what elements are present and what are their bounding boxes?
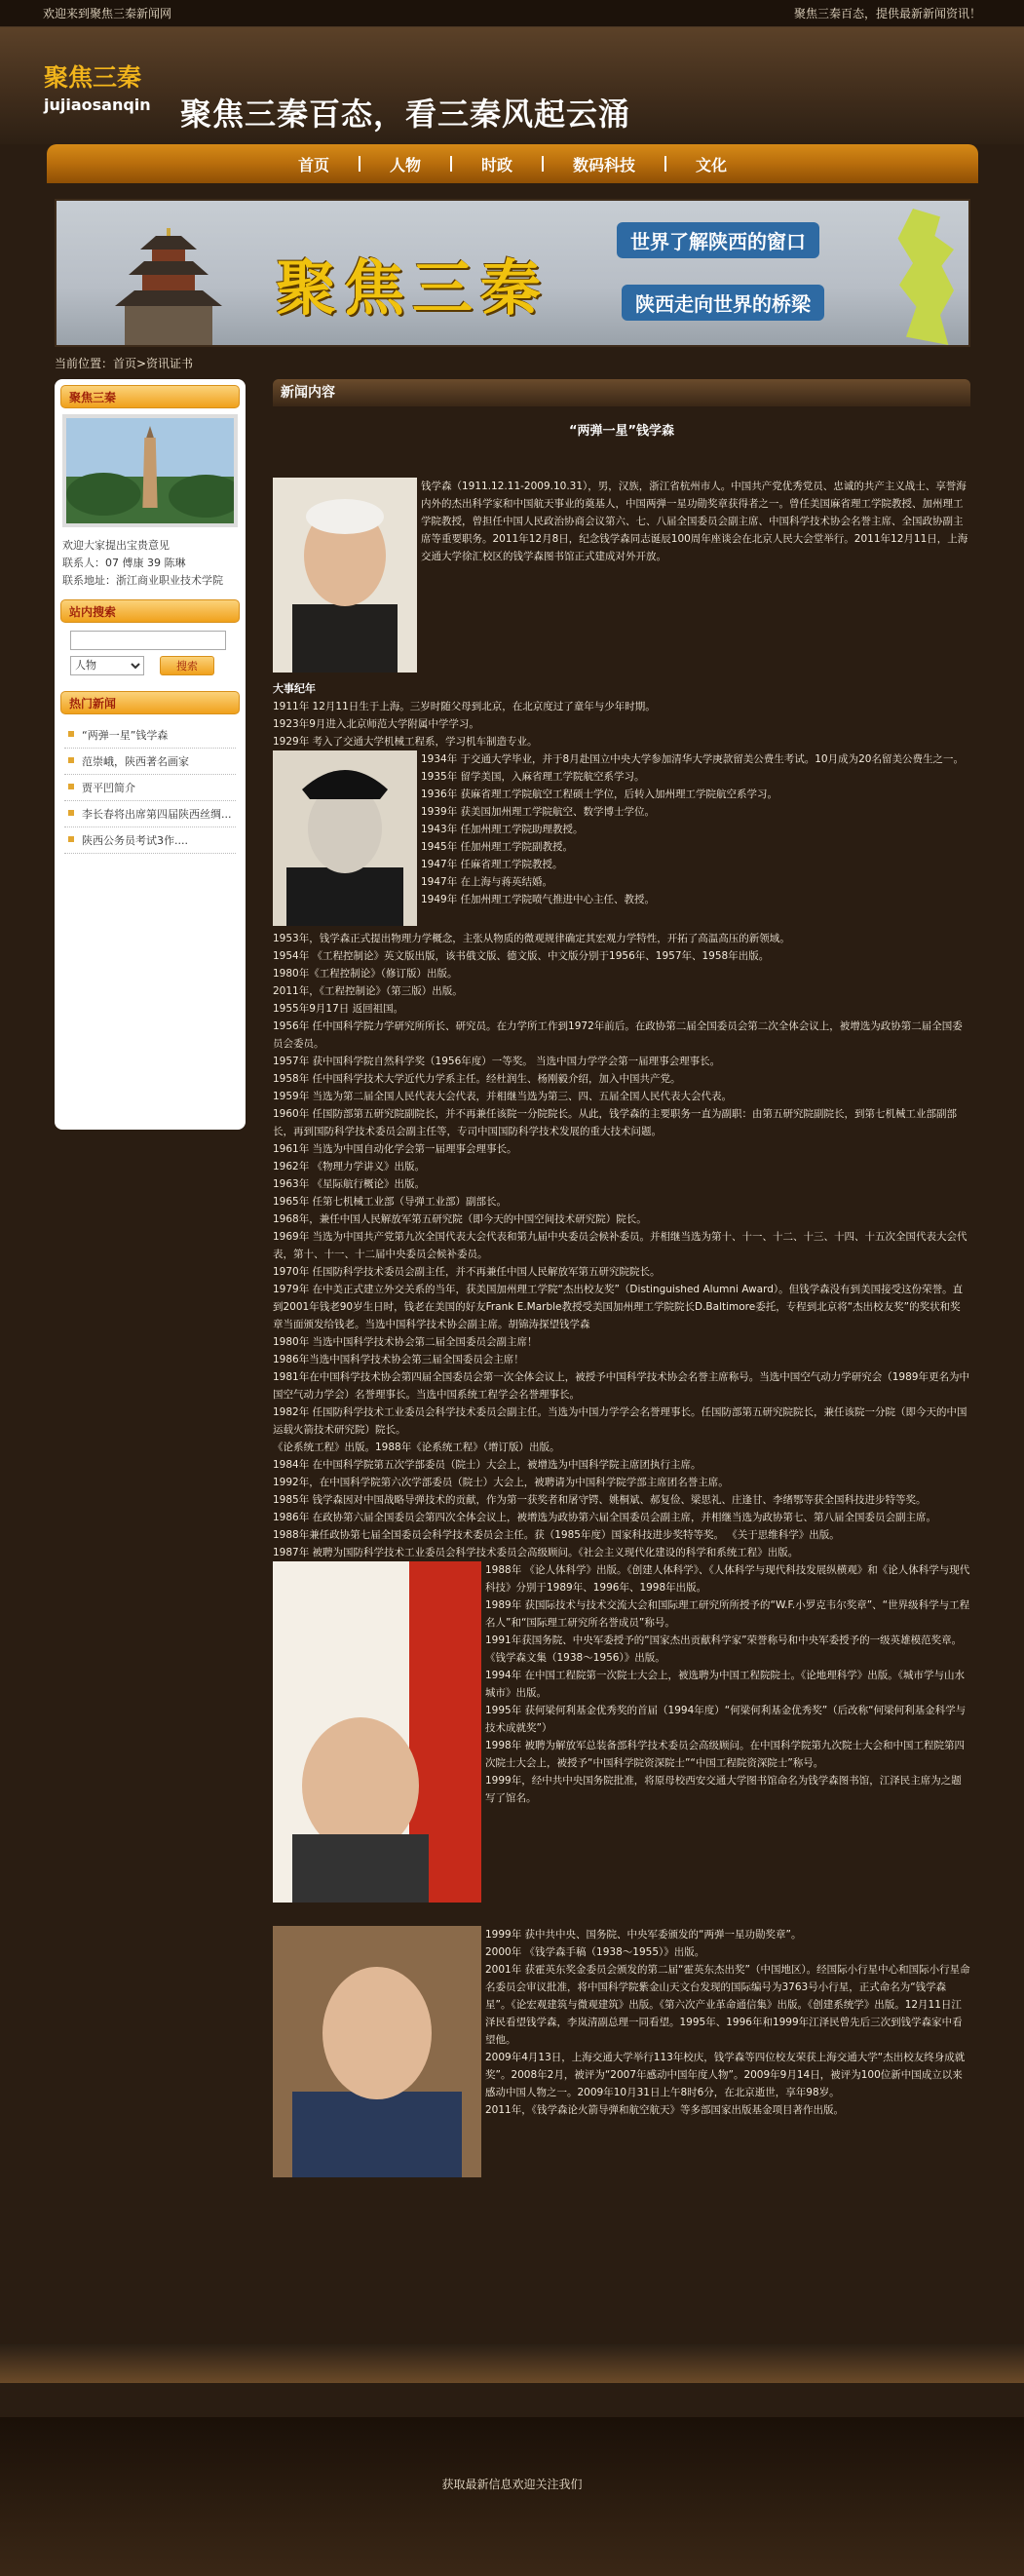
bell-tower-image (105, 228, 232, 345)
breadcrumb: 当前位置：首页>资讯证书 (55, 357, 194, 370)
site-footer (0, 2417, 1024, 2576)
event-line: 1985年 钱学森因对中国战略导弹技术的贡献，作为第一获奖者和屠守锷、姚桐斌、郝复俭、梁思礼、庄逢甘、李绪鄂等获全国科技进步特等奖。 (273, 1494, 927, 1506)
sidebar-hot-title: 热门新闻 (60, 691, 240, 714)
site-logo[interactable] (44, 58, 151, 114)
event-line: 2000年 《钱学森手稿（1938～1955）》出版。 (485, 1946, 705, 1958)
event-line: 1984年 在中国科学院第五次学部委员（院士）大会上，被增选为中国科学院主席团执行主席。 (273, 1459, 702, 1471)
nav-culture[interactable]: 文化 (696, 155, 728, 174)
section-title: 新闻内容 (273, 379, 970, 406)
portrait-smiling-photo (273, 1926, 481, 2177)
main-nav (47, 144, 978, 183)
event-line: 1968年，兼任中国人民解放军第五研究院（即今天的中国空间技术研究院）院长。 (273, 1213, 647, 1225)
event-line: 2009年4月13日，上海交通大学举行113年校庆，钱学森等四位校友荣获上海交通大学“杰出校友终身成就奖”。2008年2月，被评为“2007年感动中国年度人物”。2009年9月14日，被评为100位新中国成立以来感动中国人物之一。2009年10月31日上午8时6分，在北京逝世，享年98岁。 (485, 2052, 966, 2098)
event-line: 1961年 当选为中国自动化学会第一届理事会理事长。 (273, 1143, 517, 1155)
nav-tech[interactable]: 数码科技 (573, 155, 636, 174)
event-line: 1981年在中国科学技术协会第四届全国委员会第一次全体会议上，被授予中国科学技术协会名誉主席称号。当选中国空气动力学研究会（1989年更名为中国空气动力学会）名誉理事长。当选中国系统工程学会名誉理事长。 (273, 1371, 969, 1401)
event-line: 1988年兼任政协第七届全国委员会科学技术委员会主任。获（1985年度）国家科技进步奖特等奖。 《关于思维科学》出版。 (273, 1529, 840, 1541)
event-line: 1960年 任国防部第五研究院副院长，并不再兼任该院一分院院长。从此，钱学森的主要职务一直为副职：由第五研究院副院长，到第七机械工业部副部长，再到国防科学技术委员会副主任等，专司中国国防科学技术发展的重大技术问题。 (273, 1108, 958, 1137)
hot-news-item[interactable]: 陕西公务员考试3作.... (64, 827, 236, 854)
event-line: 1954年 《工程控制论》英文版出版，该书俄文版、德文版、中文版分别于1956年、1957年、1958年出版。 (273, 950, 770, 962)
event-line: 1970年 任国防科学技术委员会副主任，并不再兼任中国人民解放军第五研究院院长。 (273, 1266, 661, 1278)
event-line: 1991年获国务院、中央军委授予的“国家杰出贡献科学家”荣誉称号和中央军委授予的一级英雄模范奖章。《钱学森文集（1938～1956）》出版。 (485, 1634, 963, 1664)
portrait-young-photo (273, 750, 417, 926)
site-header (0, 27, 1024, 144)
event-line: 1963年 《星际航行概论》出版。 (273, 1178, 426, 1190)
search-button[interactable]: 搜索 (160, 656, 214, 675)
top-banner (55, 199, 970, 347)
event-line: 1956年 任中国科学院力学研究所所长、研究员。在力学所工作到1972年前后。在政协第二届全国委员会第二次全体会议上，被增选为政协第二届全国委员会委员。 (273, 1020, 963, 1050)
banner-tagline-1: 世界了解陕西的窗口 (617, 222, 819, 258)
sidebar-about-text (60, 533, 240, 594)
top-tagline: 聚焦三秦百态，提供最新新闻资讯！ (793, 7, 981, 20)
event-line: 1999年 获中共中央、国务院、中央军委颁发的“两弹一星功勋奖章”。 (485, 1929, 802, 1941)
event-line: 1969年 当选为中国共产党第九次全国代表大会代表和第九届中央委员会候补委员。并相继当选为第十、十一、十二、十三、十四、十五次全国代表大会代表，第十、十一、十二届中央委员会候补委员。 (273, 1231, 967, 1260)
nav-people[interactable]: 人物 (389, 155, 421, 174)
events-label: 大事纪年 (273, 682, 316, 695)
event-line: 1987年 被聘为国防科学技术工业委员会科学技术委员会高级顾问。《社会主义现代化建设的科学和系统工程》出版。 (273, 1547, 799, 1558)
article-intro: 钱学森（1911.12.11-2009.10.31），男，汉族，浙江省杭州市人。中国共产党优秀党员、忠诚的共产主义战士、享誉海内外的杰出科学家和中国航天事业的奠基人，中国两弹一星功勋奖章获得者之一。曾任美国麻省理工学院教授、加州理工学院教授，曾担任中国人民政治协商会议第六、七、八届全国委员会副主席、中国科学技术协会名誉主席、全国政协副主席等重要职务。2011年12月8日，纪念钱学森同志诞辰100周年座谈会在北京人民大会堂举行。2011年12月11日，上海交通大学徐汇校区的钱学森图书馆正式建成对外开放。 (421, 481, 968, 562)
event-line: 1957年 获中国科学院自然科学奖（1956年度）一等奖。 当选中国力学学会第一届理事会理事长。 (273, 1056, 721, 1067)
portrait-elderly-photo (273, 478, 417, 673)
event-line: 1988年 《论人体科学》出版。《创建人体科学》、《人体科学与现代科技发展纵横观》和《论人体科学与现代科技》分别于1989年、1996年、1998年出版。 (485, 1564, 970, 1594)
about-line: 联系人：07 傅康 39 陈琳 (62, 557, 186, 569)
sidebar-about-title: 聚焦三秦 (60, 385, 240, 408)
book-cover-photo (273, 1561, 481, 1903)
top-bar (0, 0, 1024, 27)
hot-news-list (60, 714, 240, 862)
event-line: 1936年 获麻省理工学院航空工程硕士学位，后转入加州理工学院航空系学习。 (421, 788, 778, 800)
event-line: 1934年 于交通大学毕业，并于8月赴国立中央大学参加清华大学庚款留美公费生考试。10月成为20名留美公费生之一。 (421, 753, 964, 765)
event-line: 1994年 在中国工程院第一次院士大会上，被选聘为中国工程院院士。《论地理科学》出版。《城市学与山水城市》出版。 (485, 1670, 966, 1699)
pagoda-photo (62, 414, 238, 527)
event-line: 1943年 任加州理工学院助理教授。 (421, 824, 584, 835)
hot-news-item[interactable]: “两弹一星”钱学森 (64, 722, 236, 749)
event-line: 1998年 被聘为解放军总装备部科学技术委员会高级顾问。在中国科学院第九次院士大会和中国工程院第四次院士大会上，被授予“中国科学院资深院士”“中国工程院资深院士”称号。 (485, 1740, 966, 1769)
search-input[interactable] (70, 631, 226, 650)
banner-title: 聚焦三秦 (276, 252, 550, 324)
event-line: 1979年 在中美正式建立外交关系的当年，获美国加州理工学院“杰出校友奖”（Distinguished Alumni Award）。但钱学森没有到美国接受这份荣誉。直到2001年钱老90岁生日时，钱老在美国的好友Frank E.Marble教授受美国加州理工学院院长D.Baltimore委托，专程到北京将“杰出校友奖”的奖状和奖章当面颁发给钱老。当选中国科学技术协会副主席。胡锦涛探望钱学森 (273, 1284, 964, 1330)
hot-news-item[interactable]: 贾平凹简介 (64, 775, 236, 801)
event-line: 1986年当选中国科学技术协会第三届全国委员会主席！ (273, 1354, 524, 1365)
hot-news-item[interactable]: 范崇峨，陕西著名画家 (64, 749, 236, 775)
logo-en: jujiaosanqin (44, 96, 151, 114)
nav-politics[interactable]: 时政 (480, 155, 512, 174)
event-line: 1939年 获美国加州理工学院航空、数学博士学位。 (421, 806, 656, 818)
event-line: 1949年 任加州理工学院喷气推进中心主任、教授。 (421, 894, 656, 905)
event-line: 2011年，《工程控制论》（第三版）出版。 (273, 985, 463, 997)
welcome-text: 欢迎来到聚焦三秦新闻网 (43, 7, 172, 20)
event-line: 2001年 获霍英东奖金委员会颁发的第二届“霍英东杰出奖”（中国地区）。经国际小行星中心和国际小行星命名委员会审议批准，将中国科学院紫金山天文台发现的国际编号为3763号小行星，正式命名为“钱学森星”。《论宏观建筑与微观建筑》出版。《第六次产业革命通信集》出版。《创建系统学》出版。12月11日江泽民看望钱学森，李岚清副总理一同看望。1995年、1996年和1999年江泽民曾先后三次到钱学森家中看望他。 (485, 1964, 970, 2046)
event-line: 2011年，《钱学森论火箭导弹和航空航天》等多部国家出版基金项目著作出版。 (485, 2104, 844, 2116)
event-line: 1959年 当选为第二届全国人民代表大会代表，并相继当选为第三、四、五届全国人民代表大会代表。 (273, 1091, 733, 1102)
event-line: 1935年 留学美国，入麻省理工学院航空系学习。 (421, 771, 645, 783)
content-columns (47, 379, 978, 2181)
event-line: 1955年9月17日 返回祖国。 (273, 1003, 404, 1015)
event-line: 1999年，经中共中央国务院批准，将原母校西安交通大学图书馆命名为钱学森图书馆，江泽民主席为之题写了馆名。 (485, 1775, 962, 1804)
nav-home[interactable]: 首页 (297, 155, 329, 174)
event-line: 1947年 任麻省理工学院教授。 (421, 859, 563, 870)
event-line: 1947年 在上海与蒋英结婚。 (421, 876, 553, 888)
hot-news-item[interactable]: 李长春将出席第四届陕西丝绸... (64, 801, 236, 827)
event-line: 1995年 获何梁何利基金优秀奖的首届（1994年度）“何梁何利基金优秀奖”（后改称“何梁何利基金科学与技术成就奖”） (485, 1705, 967, 1734)
event-line: 1911年 12月11日生于上海。三岁时随父母到北京，在北京度过了童年与少年时期。 (273, 701, 656, 712)
shaanxi-map-graphic (892, 209, 961, 345)
event-line: 1929年 考入了交通大学机械工程系，学习机车制造专业。 (273, 736, 538, 748)
sidebar-search-title: 站内搜索 (60, 599, 240, 623)
event-line: 1982年 任国防科学技术工业委员会科学技术委员会副主任。当选为中国力学学会名誉理事长。任国防部第五研究院院长，兼任该院一分院（即今天的中国运载火箭技术研究院）院长。 (273, 1406, 967, 1436)
event-line: 1992年，在中国科学院第六次学部委员（院士）大会上，被聘请为中国科学院学部主席团名誉主席。 (273, 1477, 729, 1488)
article-title: “两弹一星”钱学森 (568, 424, 675, 439)
article-body (273, 478, 970, 2181)
search-row (60, 654, 240, 677)
footer-text: 获取最新信息欢迎关注我们 (441, 2478, 583, 2491)
event-line: 1953年，钱学森正式提出物理力学概念，主张从物质的微观规律确定其宏观力学特性，开拓了高温高压的新领域。 (273, 933, 790, 944)
logo-cn: 聚焦三秦 (44, 63, 142, 92)
main-content (273, 379, 970, 2181)
event-line: 《论系统工程》出版。1988年《论系统工程》（增订版）出版。 (273, 1442, 560, 1453)
footer-band (0, 2344, 1024, 2383)
event-line: 1945年 任加州理工学院副教授。 (421, 841, 574, 853)
event-line: 1958年 任中国科学技术大学近代力学系主任。经杜润生、杨刚毅介绍，加入中国共产党。 (273, 1073, 681, 1085)
event-line: 1923年9月进入北京师范大学附属中学学习。 (273, 718, 479, 730)
event-line: 1962年 《物理力学讲义》出版。 (273, 1161, 426, 1173)
event-line: 1980年 当选中国科学技术协会第二届全国委员会副主席！ (273, 1336, 538, 1348)
event-line: 1989年 获国际技术与技术交流大会和国际理工研究所所授予的“W.F.小罗克韦尔奖章”、“世界级科学与工程名人”和“国际理工研究所名誉成员”称号。 (485, 1599, 970, 1629)
banner-tagline-2: 陕西走向世界的桥梁 (622, 285, 824, 321)
about-line: 联系地址：浙江商业职业技术学院 (62, 574, 223, 587)
search-category-select[interactable] (70, 656, 144, 675)
event-line: 1980年《工程控制论》（修订版）出版。 (273, 968, 458, 980)
site-slogan: 聚焦三秦百态，看三秦风起云涌 (180, 96, 631, 133)
page-wrapper (47, 183, 978, 2181)
event-line: 1986年 在政协第六届全国委员会第四次全体会议上，被增选为政协第六届全国委员会副主席，并相继当选为政协第七、第八届全国委员会副主席。 (273, 1512, 937, 1523)
sidebar (55, 379, 246, 1130)
about-line: 欢迎大家提出宝贵意见 (62, 539, 170, 552)
event-line: 1965年 任第七机械工业部（导弹工业部）副部长。 (273, 1196, 508, 1208)
